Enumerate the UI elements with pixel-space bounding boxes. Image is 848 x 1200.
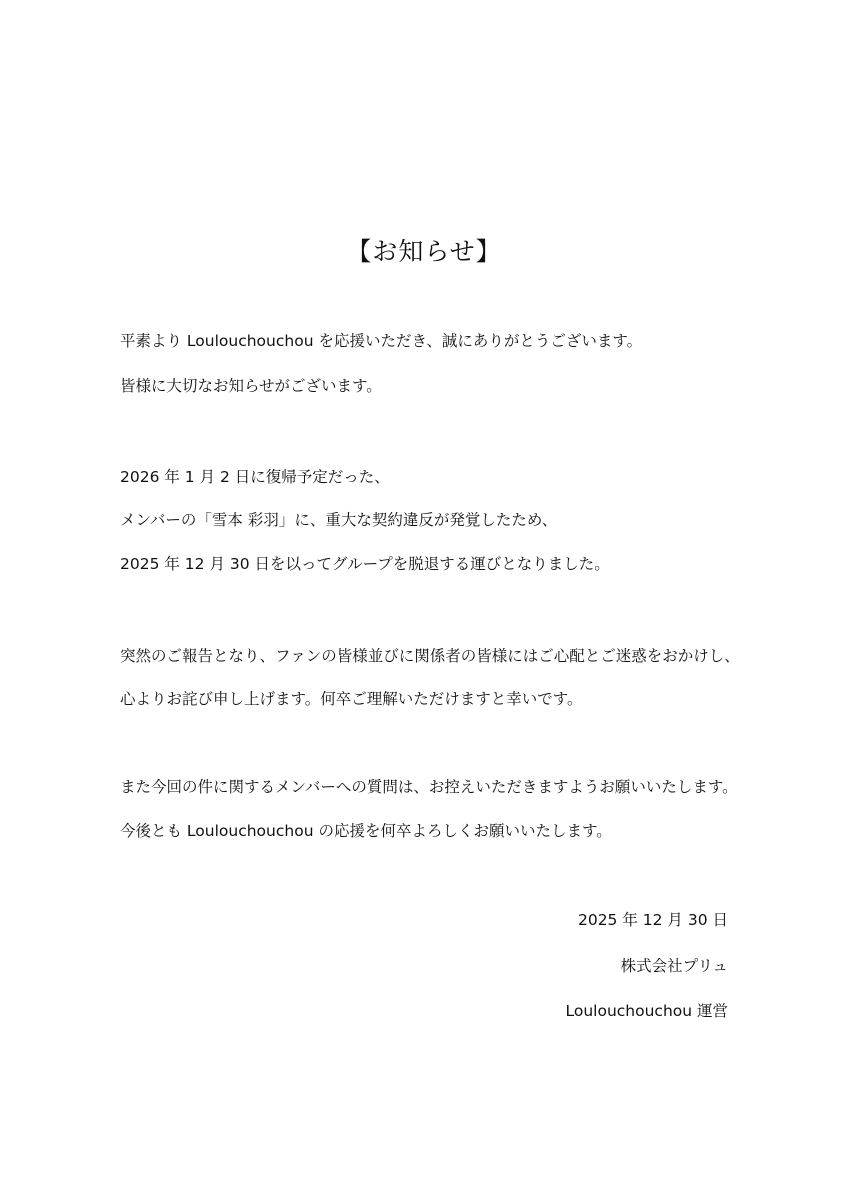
paragraph-line: 平素より Loulouchouchou を応援いただき、誠にありがとうございます。	[120, 332, 643, 350]
signature-operator: Loulouchouchou 運営	[565, 1002, 728, 1020]
paragraph-line: 突然のご報告となり、ファンの皆様並びに関係者の皆様にはご心配とご迷惑をおかけし、	[120, 647, 740, 665]
paragraph-line: 皆様に大切なお知らせがございます。	[120, 377, 382, 395]
paragraph-line: メンバーの「雪本 彩羽」に、重大な契約違反が発覚したため、	[120, 511, 558, 529]
page-title: 【お知らせ】	[346, 237, 502, 266]
paragraph-line: 2026 年 1 月 2 日に復帰予定だった、	[120, 468, 390, 486]
paragraph-line: 心よりお詫び申し上げます。何卒ご理解いただけますと幸いです。	[120, 690, 583, 708]
signature-date: 2025 年 12 月 30 日	[577, 911, 728, 929]
paragraph-line: 今後とも Loulouchouchou の応援を何卒よろしくお願いいたします。	[120, 822, 612, 840]
paragraph-line: また今回の件に関するメンバーへの質問は、お控えいただきますようお願いいたします。	[120, 778, 738, 796]
paragraph-line: 2025 年 12 月 30 日を以ってグループを脱退する運びとなりました。	[120, 555, 610, 573]
signature-company: 株式会社プリュ	[620, 957, 728, 975]
